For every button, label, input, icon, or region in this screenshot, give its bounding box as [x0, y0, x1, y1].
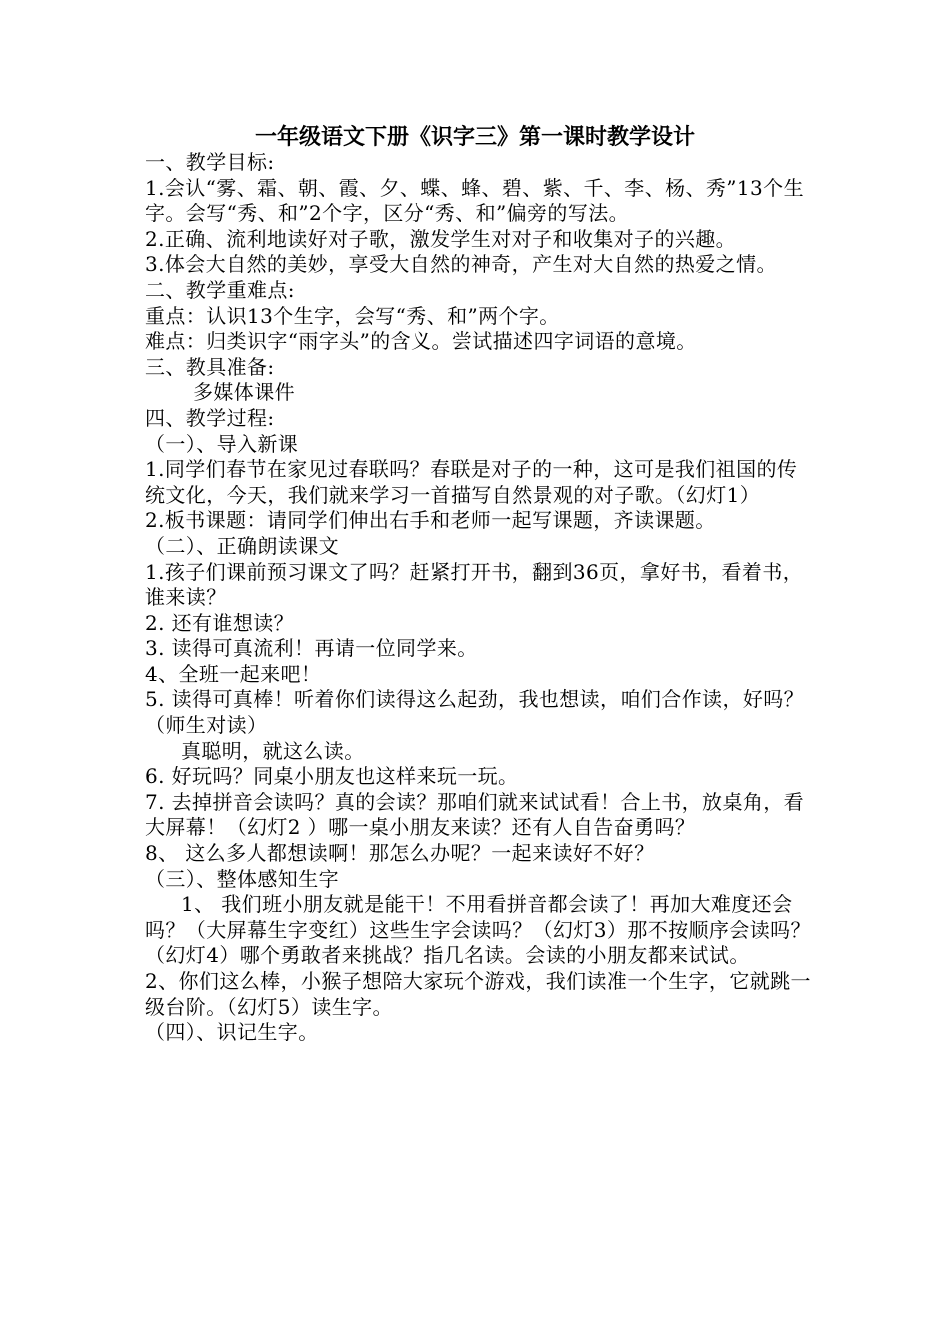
- paragraph: 2. 还有谁想读？: [145, 610, 295, 635]
- paragraph: （四）、识记生字。: [145, 1020, 319, 1045]
- paragraph: 3.体会大自然的美妙，享受大自然的神奇，产生对大自然的热爱之情。: [145, 252, 777, 277]
- paragraph: 2、你们这么棒，小猴子想陪大家玩个游戏，我们读准一个生字，它就跳一级台阶。（幻灯5）读生字。: [145, 969, 811, 1019]
- paragraph: 重点：认识13个生字，会写“秀、和”两个字。: [145, 303, 560, 328]
- paragraph: 8、 这么多人都想读啊！那怎么办呢？一起来读好不好？: [145, 841, 655, 866]
- paragraph: （三）、整体感知生字: [145, 866, 339, 891]
- paragraph: （二）、正确朗读课文: [145, 533, 339, 558]
- paragraph: 2.板书课题：请同学们伸出右手和老师一起写课题，齐读课题。: [145, 508, 716, 533]
- paragraph: 6. 好玩吗？同桌小朋友也这样来玩一玩。: [145, 764, 519, 789]
- paragraph: 三、教具准备:: [145, 354, 275, 379]
- paragraph: 二、教学重难点:: [145, 277, 295, 302]
- paragraph: 一、教学目标:: [145, 150, 275, 174]
- paragraph: 真聪明，就这么读。: [181, 738, 365, 763]
- paragraph: 7. 去掉拼音会读吗？真的会读？那咱们就来试试看！合上书，放桌角，看大屏幕！（幻灯2 ）哪一桌小朋友来读？还有人自告奋勇吗？: [145, 789, 805, 840]
- paragraph: 3. 读得可真流利！再请一位同学来。: [145, 636, 478, 661]
- paragraph: 1.会认“雾、霜、朝、霞、夕、蝶、蜂、碧、紫、千、李、杨、秀”13个生字。会写“秀、和”2个字，区分“秀、和”偏旁的写法。: [145, 175, 804, 226]
- paragraph: 多媒体课件: [193, 380, 295, 405]
- document-body: [145, 150, 815, 1046]
- document-title: 一年级语文下册《识字三》第一课时教学设计: [254, 124, 695, 150]
- paragraph: 5. 读得可真棒！听着你们读得这么起劲，我也想读，咱们合作读，好吗？（师生对读）: [145, 687, 805, 738]
- paragraph: 1、 我们班小朋友就是能干！不用看拼音都会读了！再加大难度还会吗？（大屏幕生字变红）这些生字会读吗？（幻灯3）那不按顺序会读吗？（幻灯4）哪个勇敢者来挑战？指几名读。会读的小朋友都来试试。: [145, 892, 811, 968]
- paragraph: 1.同学们春节在家见过春联吗？春联是对子的一种，这可是我们祖国的传统文化，今天，我们就来学习一首描写自然景观的对子歌。（幻灯1）: [145, 457, 798, 507]
- paragraph: 四、教学过程:: [145, 405, 275, 430]
- paragraph: （一）、导入新课: [145, 431, 299, 456]
- paragraph: 2.正确、流利地读好对子歌，激发学生对对子和收集对子的兴趣。: [145, 226, 737, 251]
- paragraph: 4、全班一起来吧！: [145, 661, 322, 686]
- paragraph: 难点：归类识字“雨字头”的含义。尝试描述四字词语的意境。: [145, 329, 697, 354]
- paragraph: 1.孩子们课前预习课文了吗？赶紧打开书，翻到36页，拿好书，看着书，谁来读？: [145, 559, 804, 610]
